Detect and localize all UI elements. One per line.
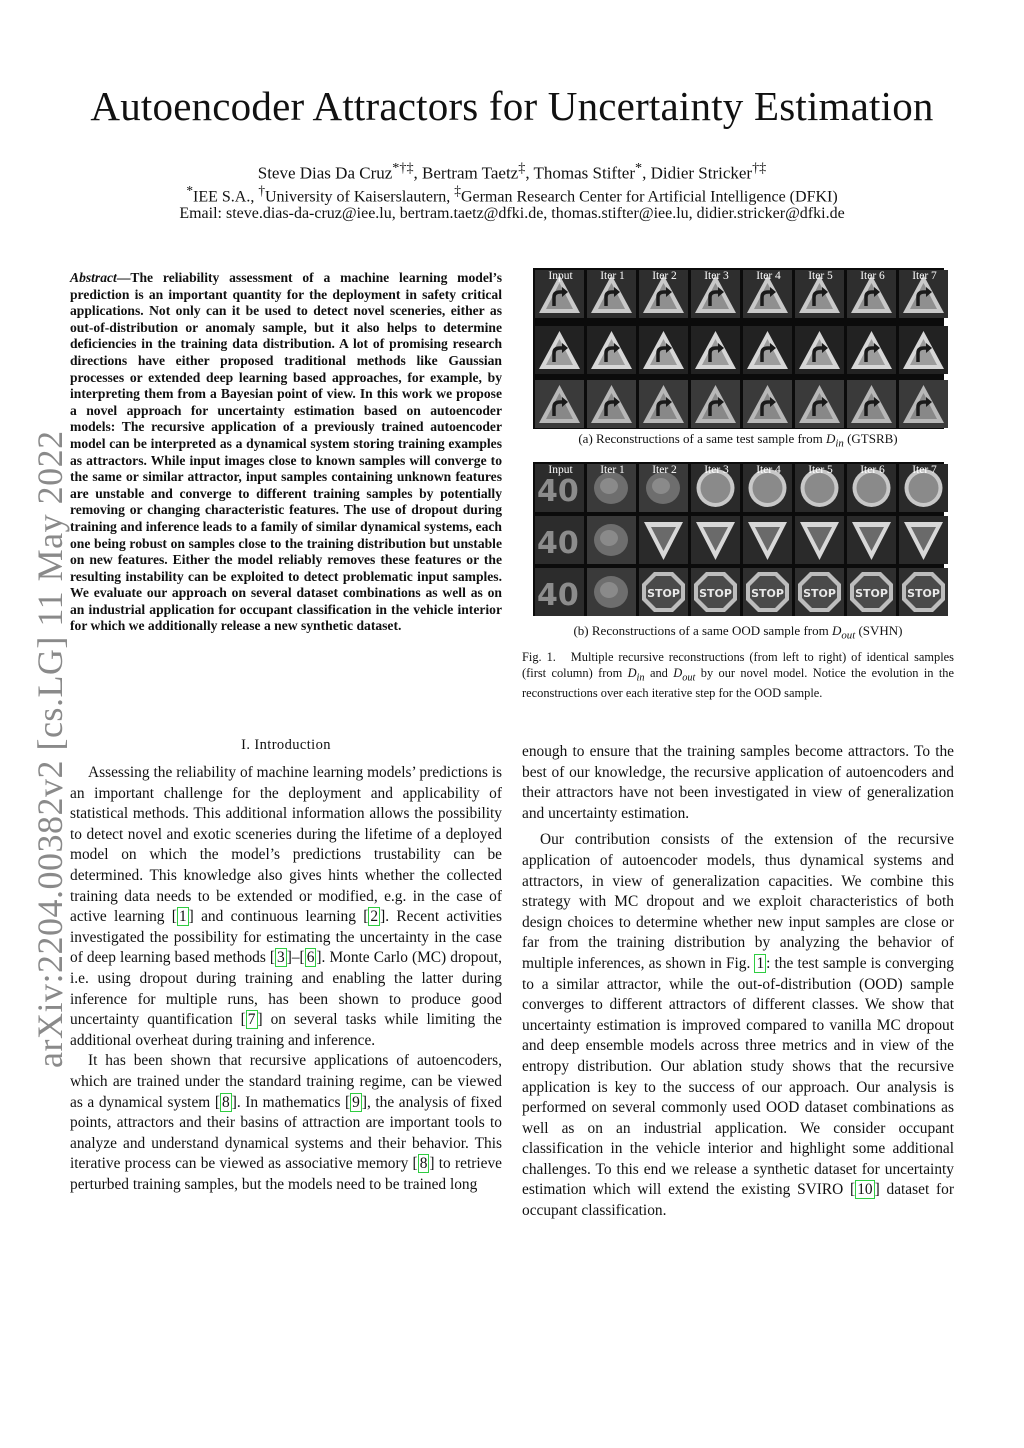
yield-sign-image: [795, 516, 844, 564]
yield-sign-image: [847, 516, 896, 564]
intro-paragraph-4: Our contribution consists of the extension of the recursive application of autoencoder models, thus dynamical systems and attractors, in view of generalization capacities. We combine this strategy with MC dropout and we exploit characteristics of both design choices to determine whether new input samples are close or far from the training distribution by analyzing the behavior of multiple inferences, as shown in Fig. 1 : the test sample is converging to a similar attractor, while the out-of-distribution (OOD) sample converges to different attractors of different classes. We show that uncertainty estimation is improved compared to vanilla MC dropout and deep ensemble models across three metrics and in view of the entropy distribution. Our ablation study shows that the recursive application is key to the success of our approach. Our analysis is performed on several commonly used OOD dataset combinations as well as on an industrial application. We consider occupant classification in the vehicle interior and highlight some additional challenges. To this end we release a synthetic dataset for uncertainty estimation which will extend the existing SVIRO [ 10 ] dataset for occupant classification.: [522, 831, 954, 1220]
warning-sign-image: [587, 326, 636, 374]
figure-column-label: Iter 1: [600, 270, 625, 282]
abstract: [70, 270, 502, 635]
house-number-image: [535, 568, 584, 616]
figure-1-caption: Fig. 1. Multiple recursive reconstructions (from left to right) of identical samples (first column) from $D_{in}$ and $D_{out}$ by our novel model. Notice the evolution in the reconstructions over each iterative step for the OOD sample.: [522, 650, 954, 701]
figure-1b-reconstruction-grid: [533, 462, 944, 616]
abstract-text: The reliability assessment of a machine learning model’s prediction is an important quantity for the deployment in safety critical applications. Not only can it be used to detect novel sceneries, either as out-of-distribution or anomaly sample, but it also helps to determine deficiencies in the training data distribution. A lot of promising research directions have either proposed traditional methods like Gaussian processes or extended deep learning based approaches, for example, by interpreting them from a Bayesian point of view. In this work we propose a novel approach for uncertainty estimation based on autoencoder models: The recursive application of a previously trained autoencoder model can be interpreted as a dynamical system storing training examples as attractors. While input images close to known samples will converge to the same or similar attractor, input samples containing unknown features are unstable and converge to different training samples by potentially removing or changing characteristic features. The use of dropout during training and inference leads to a family of similar dynamical systems, each one being robust on samples close to the training distribution but unstable on new features. Either the model reliably removes these features or the resulting instability can be exploited to detect problematic input samples. We evaluate our approach on several dataset combinations as well as on an industrial application for occupant classification in the vehicle interior for which we additionally release a new synthetic dataset.: [70, 270, 502, 634]
svg-text:STOP: STOP: [699, 587, 732, 600]
figure-column-label: Iter 2: [652, 464, 677, 476]
figure-column-label: Iter 1: [600, 464, 625, 476]
yield-sign-image: [743, 516, 792, 564]
affiliations: *IEE S.A., †University of Kaiserslautern, ‡German Research Center for Artificial Intelligence (DFKI): [186, 183, 838, 206]
yield-sign-image: [691, 516, 740, 564]
warning-sign-image: [847, 326, 896, 374]
figure-column-label: Iter 2: [652, 270, 677, 282]
author-list: Steve Dias Da Cruz*†‡, Bertram Taetz‡, Thomas Stifter*, Didier Stricker†‡: [257, 160, 767, 183]
warning-sign-image: [691, 326, 740, 374]
warning-sign-image: [639, 326, 688, 374]
warning-sign-image: [535, 326, 584, 374]
warning-sign-image: [847, 380, 896, 428]
paper-title: Autoencoder Attractors for Uncertainty Estimation: [90, 83, 934, 129]
intro-column-right: [522, 742, 954, 1222]
yield-sign-image: [639, 516, 688, 564]
svg-text:40: 40: [537, 474, 579, 509]
intro-column-left: [70, 763, 502, 1195]
intro-paragraph-1: Assessing the reliability of machine learning models’ predictions is an important challenge for the deployment and applicability of statistical methods. This additional information allows the possibility to detect novel and exotic sceneries during the lifetime of a deployed model on which the model’s predictions trustability can be determined. This knowledge also gives hints whether the collected training data needs to be extended or modified, e.g. in the case of active learning [ 1 ] and continuous learning [ 2 ]. Recent activities investigated the possibility for estimating the uncertainty in the case of deep learning based methods [ 3 ]–[ 6 ]. Monte Carlo (MC) dropout, i.e. using dropout during training and enabling the latter during inference for multiple runs, has been shown to produce good uncertainty quantification [ 7 ] on several tasks while limiting the additional overheat during training and inference.: [70, 764, 502, 1049]
svg-text:STOP: STOP: [751, 587, 784, 600]
figure-1b-subcaption: (b) Reconstructions of a same OOD sample from $D_{out}$ (SVHN): [573, 623, 903, 642]
svg-text:STOP: STOP: [803, 587, 836, 600]
author-emails: Email: steve.dias-da-cruz@iee.lu, bertram.taetz@dfki.de, thomas.stifter@iee.lu, didier.stricker@dfki.de: [179, 205, 845, 222]
figure-column-label: Iter 7: [912, 270, 937, 282]
warning-sign-image: [587, 380, 636, 428]
svg-text:STOP: STOP: [647, 587, 680, 600]
svg-text:STOP: STOP: [855, 587, 888, 600]
arxiv-watermark: arXiv:2204.00382v2 [cs.LG] 11 May 2022: [30, 430, 70, 1068]
warning-sign-image: [899, 326, 948, 374]
warning-sign-image: [743, 380, 792, 428]
figure-column-label: Iter 6: [860, 464, 885, 476]
figure-column-label: Iter 3: [704, 270, 729, 282]
warning-sign-image: [535, 380, 584, 428]
svg-text:STOP: STOP: [907, 587, 940, 600]
stop-sign-image: [639, 568, 688, 616]
blurred-reconstruction-image: [587, 568, 636, 616]
intro-paragraph-2: It has been shown that recursive applications of autoencoders, which are trained under the standard training regime, can be viewed as a dynamical system [ 8 ]. In mathematics [ 9 ], the analysis of fixed points, attractors and their basins of attraction are important tools to analyze and understand dynamical systems and their behavior. This iterative process can be viewed as associative memory [ 8 ] to retrieve perturbed training samples, but the models need to be trained long: [70, 1052, 502, 1193]
warning-sign-image: [639, 380, 688, 428]
figure-column-label: Iter 5: [808, 270, 833, 282]
house-number-image: [535, 516, 584, 564]
figure-column-label: Input: [548, 270, 573, 282]
figure-1a-reconstruction-grid: [533, 268, 944, 429]
stop-sign-image: [691, 568, 740, 616]
abstract-label: Abstract: [70, 270, 117, 285]
blurred-reconstruction-image: [587, 516, 636, 564]
figure-1a-subcaption: (a) Reconstructions of a same test sample from $D_{in}$ (GTSRB): [578, 431, 898, 450]
stop-sign-image: [743, 568, 792, 616]
figure-column-label: Iter 6: [860, 270, 885, 282]
figure-column-label: Iter 4: [756, 464, 781, 476]
figure-column-label: Iter 5: [808, 464, 833, 476]
svg-text:40: 40: [537, 578, 579, 613]
stop-sign-image: [795, 568, 844, 616]
stop-sign-image: [847, 568, 896, 616]
warning-sign-image: [899, 380, 948, 428]
warning-sign-image: [691, 380, 740, 428]
figure-column-label: Input: [548, 464, 573, 476]
stop-sign-image: [899, 568, 948, 616]
warning-sign-image: [795, 326, 844, 374]
svg-text:40: 40: [537, 526, 579, 561]
figure-column-label: Iter 3: [704, 464, 729, 476]
section-heading-introduction: I. Introduction: [241, 737, 331, 753]
intro-paragraph-3: enough to ensure that the training samples become attractors. To the best of our knowledge, the recursive application of autoencoders and their attractors have not been investigated in view of generalization and uncertainty estimation.: [522, 743, 954, 822]
figure-column-label: Iter 4: [756, 270, 781, 282]
warning-sign-image: [743, 326, 792, 374]
yield-sign-image: [899, 516, 948, 564]
figure-column-label: Iter 7: [912, 464, 937, 476]
warning-sign-image: [795, 380, 844, 428]
abstract-dash: —: [116, 270, 131, 285]
